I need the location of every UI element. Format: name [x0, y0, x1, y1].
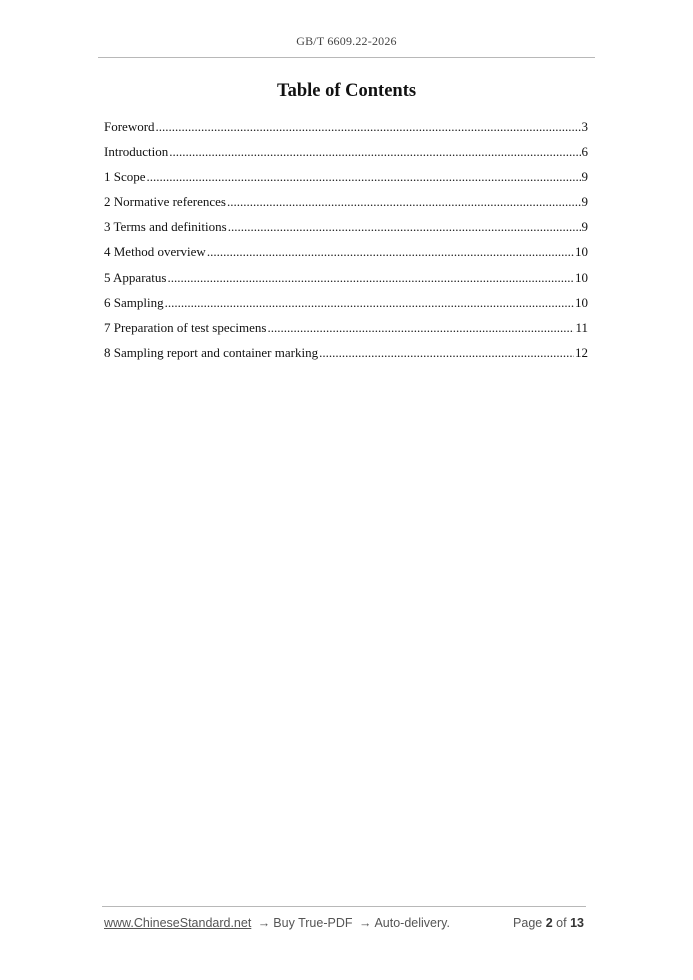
toc-entry-label: 5 Apparatus — [104, 269, 167, 285]
right-arrow-icon: → — [257, 916, 271, 930]
toc-entry-label: 8 Sampling report and container marking — [104, 344, 319, 360]
toc-entry-label: 6 Sampling — [104, 294, 164, 310]
auto-delivery-text: Auto-delivery. — [374, 916, 450, 930]
toc-entry-page: 10 — [575, 294, 588, 310]
buy-true-pdf-text: Buy True-PDF — [273, 916, 353, 930]
toc-dot-leader — [169, 142, 580, 162]
toc-entry-page: 9 — [581, 194, 588, 210]
toc-entry-label: Introduction — [104, 144, 169, 160]
toc-entry-label: 7 Preparation of test specimens — [104, 319, 267, 335]
toc-entry-page: 11 — [575, 319, 588, 335]
toc-entry-page: 10 — [575, 269, 588, 285]
toc-entry-sampling-report[interactable] — [104, 343, 588, 368]
toc-dot-leader — [147, 167, 581, 187]
toc-entry-sampling[interactable] — [104, 293, 588, 318]
right-arrow-icon: → — [358, 916, 372, 930]
total-pages-number: 13 — [570, 916, 584, 930]
toc-entry-label: 1 Scope — [104, 169, 146, 185]
page-word: Page — [513, 916, 543, 930]
toc-dot-leader — [227, 192, 581, 212]
toc-entry-preparation-specimens[interactable] — [104, 318, 588, 343]
toc-dot-leader — [167, 268, 574, 288]
toc-dot-leader — [267, 318, 574, 338]
site-link[interactable]: www.ChineseStandard.net — [104, 916, 252, 930]
current-page-number: 2 — [545, 916, 553, 930]
toc-entry-page: 6 — [581, 144, 588, 160]
footer-divider — [102, 906, 586, 907]
toc-entry-page: 9 — [581, 219, 588, 235]
toc-entry-foreword[interactable] — [104, 117, 588, 142]
toc-entry-terms-definitions[interactable] — [104, 217, 588, 242]
toc-dot-leader — [207, 242, 574, 262]
page-number — [513, 916, 584, 930]
toc-entry-apparatus[interactable] — [104, 268, 588, 293]
toc-entry-label: 4 Method overview — [104, 244, 206, 260]
toc-entry-introduction[interactable] — [104, 142, 588, 167]
toc-entry-label: 2 Normative references — [104, 194, 226, 210]
toc-entry-page: 3 — [581, 119, 588, 134]
toc-entry-page: 12 — [575, 344, 588, 360]
header-divider — [98, 57, 595, 58]
toc-entry-page: 9 — [581, 169, 588, 185]
toc-dot-leader — [228, 217, 581, 237]
toc-dot-leader — [165, 293, 574, 313]
toc-dot-leader — [319, 343, 574, 363]
toc-entry-normative-references[interactable] — [104, 192, 588, 217]
toc-dot-leader — [156, 117, 581, 137]
running-header: GB/T 6609.22-2026 — [296, 34, 397, 48]
toc-list — [104, 117, 588, 368]
toc-entry-scope[interactable] — [104, 167, 588, 192]
toc-entry-method-overview[interactable] — [104, 242, 588, 267]
of-word: of — [556, 916, 567, 930]
toc-entry-label: Foreword — [104, 119, 155, 134]
toc-title: Table of Contents — [276, 81, 417, 101]
toc-entry-label: 3 Terms and definitions — [104, 219, 227, 235]
toc-entry-page: 10 — [575, 244, 588, 260]
footer-promo — [104, 916, 450, 930]
